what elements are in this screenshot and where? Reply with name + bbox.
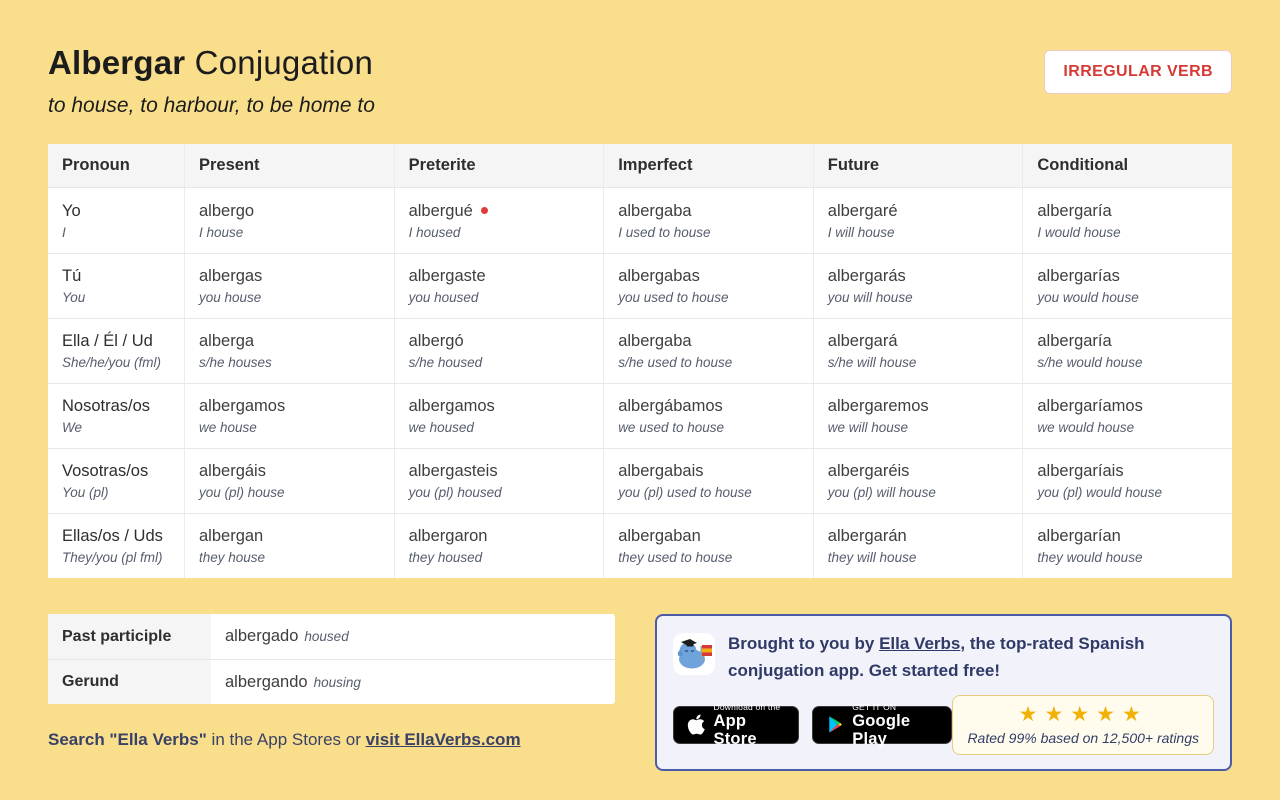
irregular-verb-badge: IRREGULAR VERB — [1044, 50, 1232, 94]
conjugation-cell — [1022, 318, 1232, 383]
conjugation-cell — [394, 383, 604, 448]
pronoun-cell — [48, 253, 184, 318]
conjugation-row — [48, 188, 1232, 253]
app-store-badge-bottom: App Store — [713, 712, 757, 749]
conjugation-cell — [813, 448, 1023, 513]
conjugated-form: albergáis — [199, 462, 266, 480]
conjugation-row — [48, 253, 1232, 318]
conjugation-cell — [603, 253, 813, 318]
conjugated-form: albergaréis — [827, 462, 910, 480]
app-store-badge[interactable] — [673, 701, 799, 749]
conjugation-cell — [603, 383, 813, 448]
form-translation: s/he used to house — [618, 355, 733, 370]
form-translation: you (pl) house — [199, 485, 285, 500]
app-store-badge-text — [714, 702, 785, 749]
form-translation: they used to house — [618, 550, 733, 565]
ellaverbs-link[interactable]: visit EllaVerbs.com — [365, 730, 521, 749]
conjugated-form: albergarían — [1037, 527, 1121, 545]
pronoun-translation: You (pl) — [62, 485, 109, 500]
conjugation-cell — [813, 188, 1023, 253]
conjugated-form: alberga — [199, 332, 255, 350]
conjugation-cell — [813, 253, 1023, 318]
form-translation: we used to house — [618, 420, 725, 435]
conjugation-cell — [1022, 448, 1232, 513]
conjugation-cell — [394, 318, 604, 383]
conjugated-form: albergan — [199, 527, 264, 545]
verb-name: Albergar — [48, 44, 186, 81]
form-translation: s/he housed — [408, 355, 483, 370]
participle-gerund-table — [48, 614, 615, 704]
ella-verbs-elephant-icon — [673, 633, 715, 675]
conjugation-row — [48, 383, 1232, 448]
bottom-section — [48, 614, 1232, 771]
form-translation: they will house — [827, 550, 917, 565]
conjugated-form: albergabais — [618, 462, 704, 480]
col-header-preterite: Preterite — [394, 144, 604, 188]
title-suffix: Conjugation — [185, 44, 374, 81]
conjugated-form: albergaría — [1037, 201, 1112, 220]
form-translation: they house — [199, 550, 266, 565]
conjugation-cell — [394, 188, 604, 253]
conjugation-cell — [184, 383, 394, 448]
conjugation-cell — [603, 188, 813, 253]
form-translation: I house — [199, 224, 244, 240]
gerund-translation: housing — [313, 674, 361, 690]
promo-text-before: Brought to you by — [728, 634, 880, 653]
conjugation-cell — [394, 253, 604, 318]
conjugated-form: albergó — [408, 332, 464, 350]
pronoun-translation: She/he/you (fml) — [62, 355, 162, 370]
pronoun-translation: We — [62, 420, 83, 435]
conjugation-cell — [603, 448, 813, 513]
col-header-future: Future — [813, 144, 1023, 188]
conjugated-form: albergarías — [1037, 267, 1120, 285]
conjugation-cell — [813, 383, 1023, 448]
google-play-badge-text — [852, 702, 938, 749]
conjugation-cell — [184, 513, 394, 578]
form-translation: I will house — [827, 224, 895, 240]
google-play-badge-bottom: Google Play — [852, 712, 911, 749]
form-translation: you would house — [1037, 290, 1139, 305]
conjugated-form: albergaré — [827, 201, 898, 220]
col-header-imperfect: Imperfect — [603, 144, 813, 188]
conjugation-row — [48, 513, 1232, 578]
conjugated-form: albergaron — [408, 527, 488, 545]
app-store-badge-top: Download on the — [713, 701, 781, 712]
conjugated-form: albergaba — [618, 332, 692, 350]
past-participle-word: albergado — [225, 627, 299, 645]
conjugated-form: albergarán — [827, 527, 907, 545]
form-translation: you used to house — [618, 290, 729, 305]
table-row — [48, 659, 615, 704]
bottom-left-column — [48, 614, 615, 750]
conjugation-cell — [1022, 383, 1232, 448]
search-hint-bold: Search "Ella Verbs" — [48, 730, 207, 749]
form-translation: they would house — [1037, 550, 1143, 565]
past-participle-value — [211, 614, 615, 659]
form-translation: we housed — [408, 420, 474, 435]
pronoun-cell — [48, 448, 184, 513]
conjugation-cell — [813, 318, 1023, 383]
conjugation-cell — [1022, 188, 1232, 253]
form-translation: we house — [199, 420, 257, 435]
search-hint-mid: in the App Stores or — [206, 730, 366, 749]
conjugation-cell — [184, 318, 394, 383]
page-title — [48, 44, 375, 82]
conjugation-cell — [184, 188, 394, 253]
conjugated-form: albergo — [199, 201, 255, 220]
conjugated-form: albergaría — [1037, 332, 1112, 350]
promo-badges-row — [673, 695, 1214, 754]
form-translation: I housed — [408, 224, 461, 240]
conjugated-form: albergaste — [408, 267, 486, 285]
conjugation-cell — [1022, 513, 1232, 578]
conjugated-form: albergamos — [199, 397, 286, 415]
conjugation-row — [48, 318, 1232, 383]
irregular-dot-icon — [481, 207, 488, 214]
form-translation: s/he would house — [1037, 355, 1143, 370]
ella-verbs-promo-card — [655, 614, 1232, 771]
conjugated-form: albergaríamos — [1037, 397, 1143, 415]
conjugation-cell — [1022, 253, 1232, 318]
pronoun-label: Yo — [62, 201, 81, 220]
pronoun-translation: They/you (pl fml) — [62, 550, 163, 565]
conjugation-cell — [603, 318, 813, 383]
pronoun-translation: I — [62, 224, 66, 240]
form-translation: s/he will house — [827, 355, 917, 370]
google-play-badge-top: GET IT ON — [852, 701, 897, 712]
form-translation: I used to house — [618, 224, 711, 240]
past-participle-translation: housed — [304, 629, 349, 644]
verb-translation-subtitle: to house, to harbour, to be home to — [48, 94, 375, 117]
pronoun-cell — [48, 318, 184, 383]
conjugation-cell — [603, 513, 813, 578]
form-translation: we would house — [1037, 420, 1135, 435]
conjugation-cell — [394, 448, 604, 513]
form-translation: you (pl) will house — [827, 485, 936, 500]
conjugated-form: albergasteis — [408, 462, 498, 480]
conjugation-cell — [184, 253, 394, 318]
rating-text: Rated 99% based on 12,500+ ratings — [967, 729, 1199, 746]
page-header — [48, 44, 1232, 118]
col-header-conditional: Conditional — [1022, 144, 1232, 188]
conjugated-form: albergaríais — [1037, 462, 1124, 480]
ella-verbs-inline-link[interactable]: Ella Verbs — [879, 634, 961, 653]
conjugation-table — [48, 144, 1232, 578]
apple-icon — [687, 713, 706, 736]
form-translation: they housed — [408, 550, 483, 565]
promo-message — [728, 630, 1214, 684]
conjugated-form: albergaban — [618, 527, 701, 545]
gerund-value — [211, 659, 615, 704]
conjugated-form: albergas — [199, 267, 263, 285]
past-participle-label: Past participle — [48, 614, 211, 659]
pronoun-label: Nosotras/os — [62, 397, 151, 415]
conjugated-form: albergamos — [408, 397, 495, 415]
google-play-icon — [826, 713, 845, 736]
conjugated-form: albergábamos — [618, 397, 723, 415]
pronoun-label: Ellas/os / Uds — [62, 527, 163, 545]
conjugation-cell — [813, 513, 1023, 578]
promo-text-after: , the top-rated Spanish conjugation app. Get started free! — [728, 634, 1145, 681]
conjugated-form: albergué — [409, 202, 590, 221]
form-translation: you (pl) would house — [1037, 485, 1162, 500]
form-translation: you housed — [408, 290, 479, 305]
conjugation-cell — [394, 513, 604, 578]
form-translation: you will house — [827, 290, 913, 305]
pronoun-cell — [48, 383, 184, 448]
conjugated-form: albergarás — [827, 267, 906, 285]
form-translation: you (pl) housed — [408, 485, 502, 500]
promo-header — [673, 630, 1214, 684]
conjugated-form: albergaba — [618, 201, 692, 220]
conjugated-form: albergabas — [618, 267, 700, 285]
gerund-label: Gerund — [48, 659, 211, 704]
form-translation: we will house — [827, 420, 909, 435]
conjugated-form: albergará — [827, 332, 898, 350]
conjugation-row — [48, 448, 1232, 513]
pronoun-cell — [48, 188, 184, 253]
table-row — [48, 614, 615, 659]
pronoun-label: Ella / Él / Ud — [62, 332, 153, 350]
form-translation: s/he houses — [199, 355, 272, 370]
title-block — [48, 44, 375, 118]
form-translation: you (pl) used to house — [618, 485, 752, 500]
five-stars-icon: ★★★★★ — [1018, 702, 1148, 727]
search-hint-line — [48, 730, 615, 750]
gerund-word: albergando — [225, 672, 308, 691]
pronoun-label: Vosotras/os — [62, 462, 149, 480]
form-translation: you house — [199, 290, 262, 305]
pronoun-label: Tú — [62, 267, 82, 285]
conjugation-cell — [184, 448, 394, 513]
col-header-present: Present — [184, 144, 394, 188]
pronoun-translation: You — [62, 290, 86, 305]
rating-box — [952, 695, 1214, 754]
pronoun-cell — [48, 513, 184, 578]
conjugation-header-row — [48, 144, 1232, 188]
form-translation: I would house — [1037, 224, 1121, 240]
col-header-pronoun: Pronoun — [48, 144, 184, 188]
conjugated-form: albergaremos — [827, 397, 929, 415]
google-play-badge[interactable] — [812, 701, 953, 749]
